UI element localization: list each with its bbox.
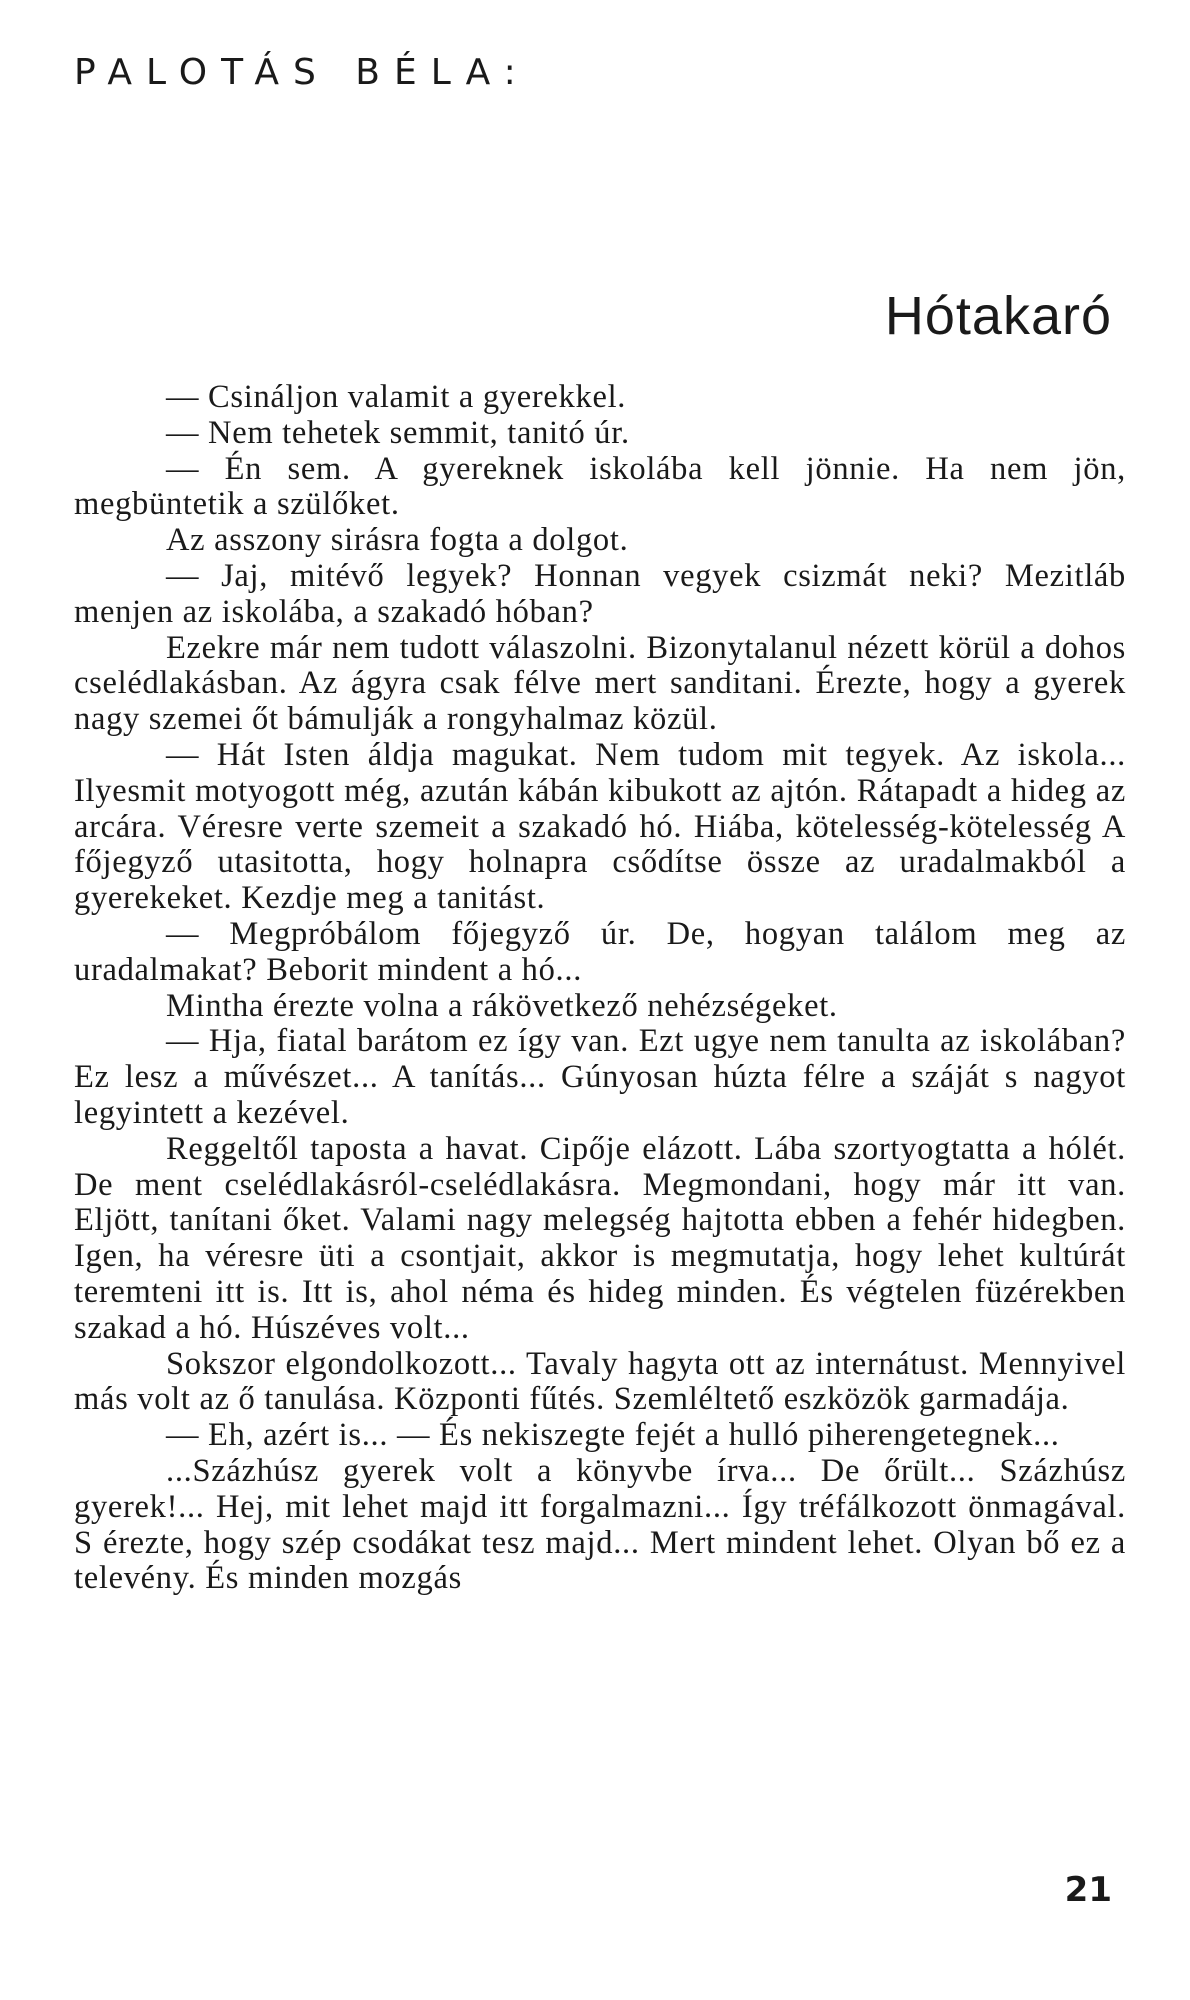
paragraph: — Én sem. A gyereknek iskolába kell jönnie. Ha nem jön, megbüntetik a szülőket. bbox=[74, 450, 1126, 523]
paragraph: Sokszor elgondolkozott... Tavaly hagyta ott az internátust. Mennyivel más volt az ő tanulása. Központi fűtés. Szemléltető eszközök garmadája. bbox=[74, 1345, 1126, 1418]
paragraph: — Eh, azért is... — És nekiszegte fejét a hulló piherengetegnek... bbox=[166, 1417, 1060, 1454]
paragraph: — Hát Isten áldja magukat. Nem tudom mit tegyek. Az iskola... Ilyesmit motyogott még, azután kábán kibukott az ajtón. Rátapadt a hideg az arcára. Véresre verte szemeit a szakadó hó. Hiába, kötelesség-kötelesség A főjegyző utasitotta, hogy holnapra csődítse össze az uradalmakból a gyerekeket. Kezdje meg a tanitást. bbox=[74, 736, 1126, 917]
paragraph: ...Százhúsz gyerek volt a könyvbe írva... De őrült... Százhúsz gyerek!... Hej, mit lehet majd itt forgalmazni... Így tréfálkozott önmagával. S érezte, hogy szép csodákat tesz majd... Mert mindent lehet. Olyan bő ez a televény. És minden mozgás bbox=[74, 1452, 1126, 1597]
author-heading: PALOTÁS BÉLA: bbox=[74, 52, 530, 93]
paragraph: — Jaj, mitévő legyek? Honnan vegyek csizmát neki? Mezitláb menjen az iskolába, a szakadó hóban? bbox=[74, 557, 1126, 630]
paragraph: — Hja, fiatal barátom ez így van. Ezt ugye nem tanulta az iskolában? Ez lesz a művészet... A tanítás... Gúnyosan húzta félre a száját s nagyot legyintett a kezével. bbox=[74, 1023, 1126, 1131]
paragraph: — Nem tehetek semmit, tanitó úr. bbox=[166, 414, 630, 451]
page-number: 21 bbox=[1064, 1870, 1112, 1910]
paragraph: Mintha érezte volna a rákövetkező nehézségeket. bbox=[166, 987, 838, 1024]
paragraph: Az asszony sirásra fogta a dolgot. bbox=[166, 522, 629, 559]
paragraph: Reggeltől taposta a havat. Cipője elázott. Lába szortyogtatta a hólét. De ment cselédlakásról-cselédlakásra. Megmondani, hogy már itt van. Eljött, tanítani őket. Valami nagy melegség hajtotta ebben a fehér hidegben. Igen, ha véresre üti a csontjait, akkor is megmutatja, hogy lehet kultúrát teremteni itt is. Itt is, ahol néma és hideg minden. És végtelen füzérekben szakad a hó. Húszéves volt... bbox=[74, 1130, 1126, 1346]
paragraph: Ezekre már nem tudott válaszolni. Bizonytalanul nézett körül a dohos cselédlakásban. Az ágyra csak félve mert sanditani. Érezte, hogy a gyerek nagy szemei őt bámulják a rongyhalmaz közül. bbox=[74, 629, 1126, 738]
story-body bbox=[74, 380, 1126, 1597]
story-title: Hótakaró bbox=[884, 286, 1112, 346]
paragraph: — Csináljon valamit a gyerekkel. bbox=[166, 379, 627, 415]
paragraph: — Megpróbálom főjegyző úr. De, hogyan találom meg az uradalmakat? Beborit mindent a hó... bbox=[74, 915, 1126, 988]
